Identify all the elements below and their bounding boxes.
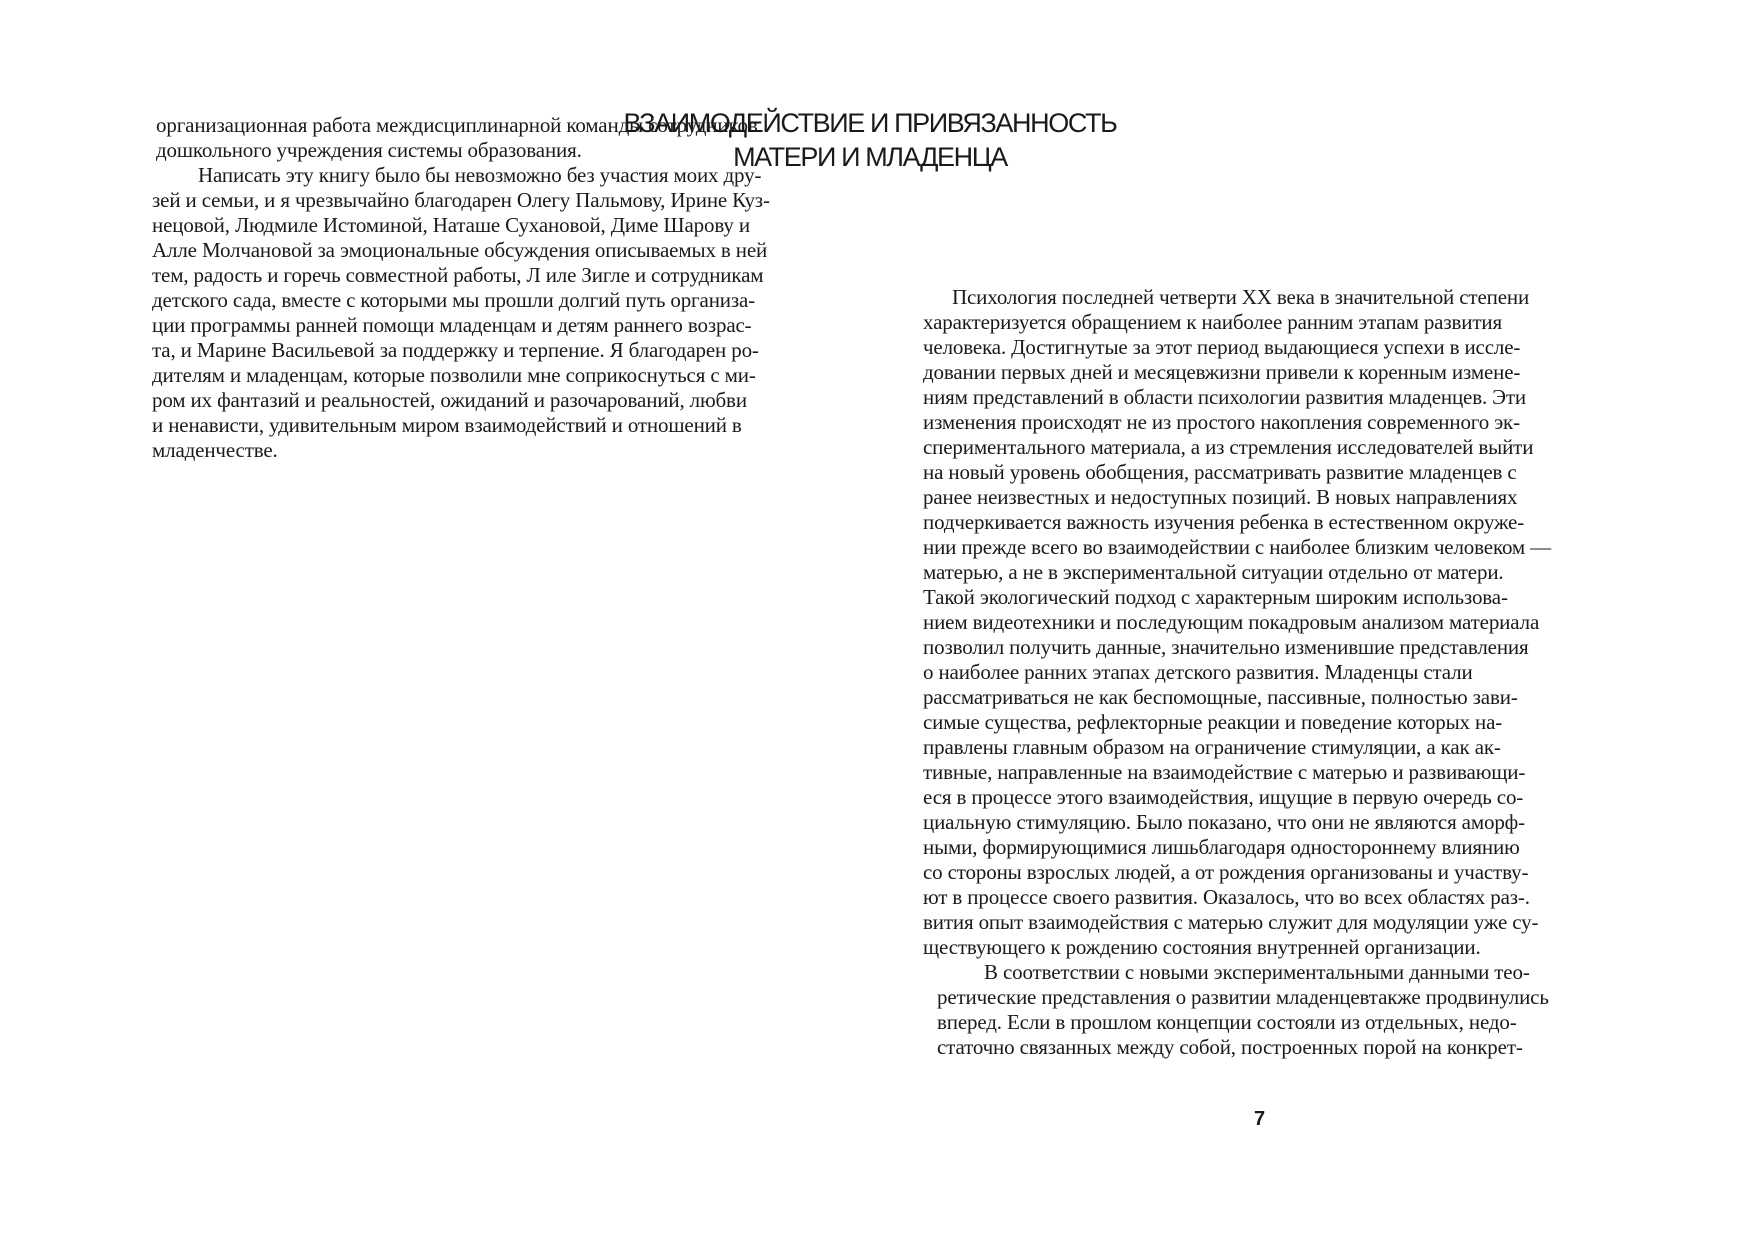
body-text-line: ют в процессе своего развития. Оказалось, что во всех областях раз-. — [923, 885, 1530, 909]
body-text-line: довании первых дней и месяцевжизни привели к коренным измене- — [923, 360, 1521, 384]
body-text-line: Написать эту книгу было бы невозможно без участия моих дру- — [198, 163, 762, 187]
body-text-line: ции программы ранней помощи младенцам и детям раннего возрас- — [152, 313, 752, 337]
body-text-line: человека. Достигнутые за этот период выдающиеся успехи в иссле- — [923, 335, 1521, 359]
body-text-line: циальную стимуляцию. Было показано, что они не являются аморф- — [923, 810, 1525, 834]
body-text-line: тем, радость и горечь совместной работы, Л иле Зигле и сотрудникам — [152, 263, 764, 287]
body-text-line: та, и Марине Васильевой за поддержку и терпение. Я благодарен ро- — [152, 338, 759, 362]
body-text-line: тивные, направленные на взаимодействие с матерью и развивающи- — [923, 760, 1526, 784]
body-text-line: ранее неизвестных и недоступных позиций. В новых направлениях — [923, 485, 1518, 509]
body-text-line: организационная работа междисциплинарной команды сотрудников — [156, 113, 758, 137]
body-text-line: ром их фантазий и реальностей, ожиданий и разочарований, любви — [152, 388, 747, 412]
body-text-line: еся в процессе этого взаимодействия, ищущие в первую очередь со- — [923, 785, 1524, 809]
body-text-line: нии прежде всего во взаимодействии с наиболее близким человеком — — [923, 535, 1551, 559]
body-text-line: со стороны взрослых людей, а от рождения организованы и участву- — [923, 860, 1529, 884]
body-text-line: симые существа, рефлекторные реакции и поведение которых на- — [923, 710, 1503, 734]
body-text-line: характеризуется обращением к наиболее ранним этапам развития — [923, 310, 1502, 334]
body-text-line: нием видеотехники и последующим покадровым анализом материала — [923, 610, 1540, 634]
chapter-title-line: ВЗАИМОДЕЙСТВИЕ И ПРИВЯЗАННОСТЬ — [623, 108, 1117, 138]
body-text-line: и ненависти, удивительным миром взаимодействий и отношений в — [152, 413, 742, 437]
body-text-line: ными, формирующимися лишьблагодаря одностороннему влиянию — [923, 835, 1520, 859]
body-text-line: ретические представления о развитии младенцевтакже продвинулись — [937, 985, 1549, 1009]
body-text-line: на новый уровень обобщения, рассматривать развитие младенцев с — [923, 460, 1517, 484]
body-text-line: спериментального материала, а из стремления исследователей выйти — [923, 435, 1534, 459]
body-text-line: рассматриваться не как беспомощные, пассивные, полностью зави- — [923, 685, 1518, 709]
body-text-line: младенчестве. — [152, 438, 278, 462]
body-text-line: Психология последней четверти XX века в значительной степени — [952, 285, 1530, 309]
body-text-line: вперед. Если в прошлом концепции состояли из отдельных, недо- — [937, 1010, 1517, 1034]
body-text-line: ществующего к рождению состояния внутренней организации. — [923, 935, 1481, 959]
body-text-line: статочно связанных между собой, построенных порой на конкрет- — [937, 1035, 1523, 1059]
page-number: 7 — [1254, 1108, 1266, 1130]
body-text-line: изменения происходят не из простого накопления современного эк- — [923, 410, 1520, 434]
chapter-title-line: МАТЕРИ И МЛАДЕНЦА — [733, 142, 1007, 172]
body-text-line: В соответствии с новыми экспериментальными данными теo- — [984, 960, 1530, 984]
body-text-line: Алле Молчановой за эмоциональные обсуждения описываемых в ней — [152, 238, 768, 262]
body-text-line: нецовой, Людмиле Истоминой, Наташе Сухановой, Диме Шарову и — [152, 213, 750, 237]
body-text-line: дителям и младенцам, которые позволили мне соприкоснуться с ми- — [152, 363, 756, 387]
body-text-line: ниям представлений в области психологии развития младенцев. Эти — [923, 385, 1527, 409]
body-text-line: о наиболее ранних этапах детского развития. Младенцы стали — [923, 660, 1473, 684]
body-text-line: позволил получить данные, значительно изменившие представления — [923, 635, 1529, 659]
body-text-line: подчеркивается важность изучения ребенка в естественном окруже- — [923, 510, 1525, 534]
right-page — [877, 0, 1754, 1241]
body-text-line: зей и семьи, и я чрезвычайно благодарен Олегу Пальмову, Ирине Куз- — [152, 188, 770, 212]
body-text-line: правлены главным образом на ограничение стимуляции, а как ак- — [923, 735, 1501, 759]
body-text-line: Такой экологический подход с характерным широким использова- — [923, 585, 1508, 609]
body-text-line: дошкольного учреждения системы образования. — [156, 138, 582, 162]
body-text-line: вития опыт взаимодействия с матерью служит для модуляции уже су- — [923, 910, 1539, 934]
body-text-line: матерью, а не в экспериментальной ситуации отдельно от матери. — [923, 560, 1504, 584]
body-text-line: детского сада, вместе с которыми мы прошли долгий путь организа- — [152, 288, 756, 312]
